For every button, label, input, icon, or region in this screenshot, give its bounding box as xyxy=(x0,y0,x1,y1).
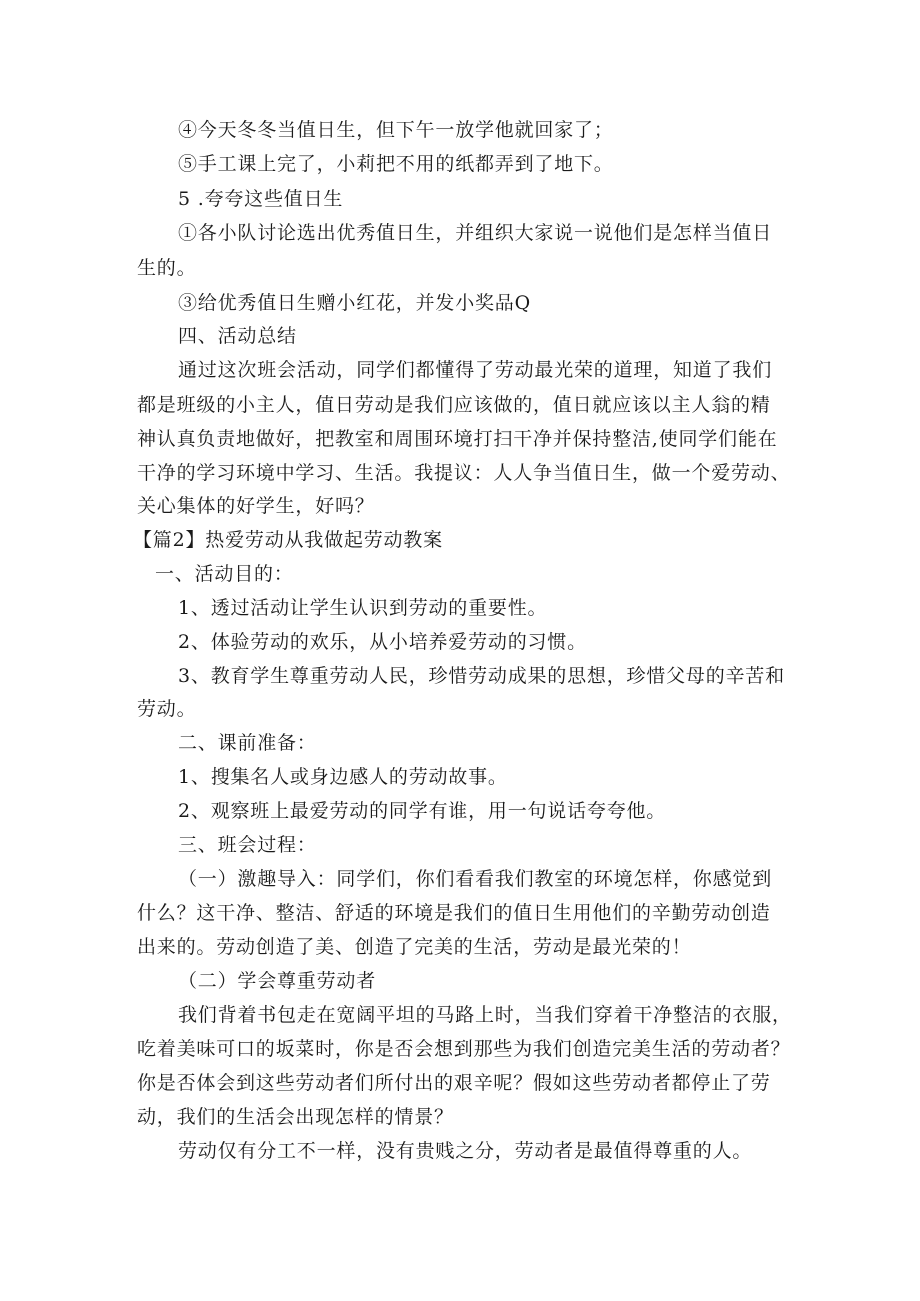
paragraph-line-3: ①各小队讨论选出优秀值日生，并组织大家说一说他们是怎样当值日 xyxy=(178,222,773,244)
section-heading-prep: 二、课前准备： xyxy=(178,732,317,754)
paragraph-line-2: ⑤手工课上完了，小莉把不用的纸都弄到了地下。 xyxy=(178,153,614,175)
paragraph-line-6: 通过这次班会活动，同学们都懂得了劳动最光荣的道理，知道了我们 xyxy=(178,359,773,381)
paragraph-line-10: 关心集体的好学生，好吗？ xyxy=(137,495,375,517)
section-heading-summary: 四、活动总结 xyxy=(178,325,297,347)
subsection-heading-respect: （二）学会尊重劳动者 xyxy=(178,970,377,992)
list-item-3-cont: 劳动。 xyxy=(137,698,197,720)
list-item-2: 2、体验劳动的欢乐，从小培养爱劳动的习惯。 xyxy=(178,631,587,653)
paragraph-line-5: ③给优秀值日生赠小红花，并发小奖品Q xyxy=(178,292,531,314)
section-heading-5: 5 .夸夸这些值日生 xyxy=(178,188,344,210)
paragraph-line-4: 生的。 xyxy=(137,257,197,279)
paragraph-line-8: 神认真负责地做好，把教室和周围环境打扫干净并保持整洁,使同学们能在 xyxy=(137,428,778,450)
paragraph-line-15: 吃着美味可口的坂菜时，你是否会想到那些为我们创造完美生活的劳动者？ xyxy=(137,1038,791,1060)
paragraph-line-7: 都是班级的小主人，值日劳动是我们应该做的，值日就应该以主人翁的精 xyxy=(137,394,771,416)
paragraph-line-12: 什么？这干净、整洁、舒适的环境是我们的值日生用他们的辛勤劳动创造 xyxy=(137,902,771,924)
list-item-5: 2、观察班上最爱劳动的同学有谁，用一句说话夸夸他。 xyxy=(178,800,667,822)
paragraph-line-14: 我们背着书包走在宽阔平坦的马路上时，当我们穿着干净整洁的衣服， xyxy=(178,1004,792,1026)
paragraph-line-9: 干净的学习环境中学习、生活。我提议：人人争当值日生，做一个爱劳动、 xyxy=(137,462,791,484)
paragraph-line-1: ④今天冬冬当值日生，但下午一放学他就回家了； xyxy=(178,119,614,141)
list-item-4: 1、搜集名人或身边感人的劳动故事。 xyxy=(178,766,508,788)
paragraph-line-18: 劳动仅有分工不一样，没有贵贱之分，劳动者是最值得尊重的人。 xyxy=(178,1140,753,1162)
paragraph-line-13: 出来的。劳动创造了美、创造了完美的生活，劳动是最光荣的！ xyxy=(137,936,692,958)
list-item-3: 3、教育学生尊重劳动人民，珍惜劳动成果的思想，珍惜父母的辛苦和 xyxy=(178,665,785,687)
list-item-1: 1、透过活动让学生认识到劳动的重要性。 xyxy=(178,597,548,619)
article-title: 【篇2】热爱劳动从我做起劳动教案 xyxy=(133,529,443,551)
paragraph-line-17: 动，我们的生活会出现怎样的情景？ xyxy=(137,1106,454,1128)
section-heading-process: 三、班会过程： xyxy=(178,834,317,856)
section-heading-goals: 一、活动目的： xyxy=(155,563,294,585)
paragraph-line-11: （一）激趣导入：同学们，你们看看我们教室的环境怎样，你感觉到 xyxy=(178,868,773,890)
paragraph-line-16: 你是否体会到这些劳动者们所付出的艰辛呢？假如这些劳动者都停止了劳 xyxy=(137,1072,771,1094)
